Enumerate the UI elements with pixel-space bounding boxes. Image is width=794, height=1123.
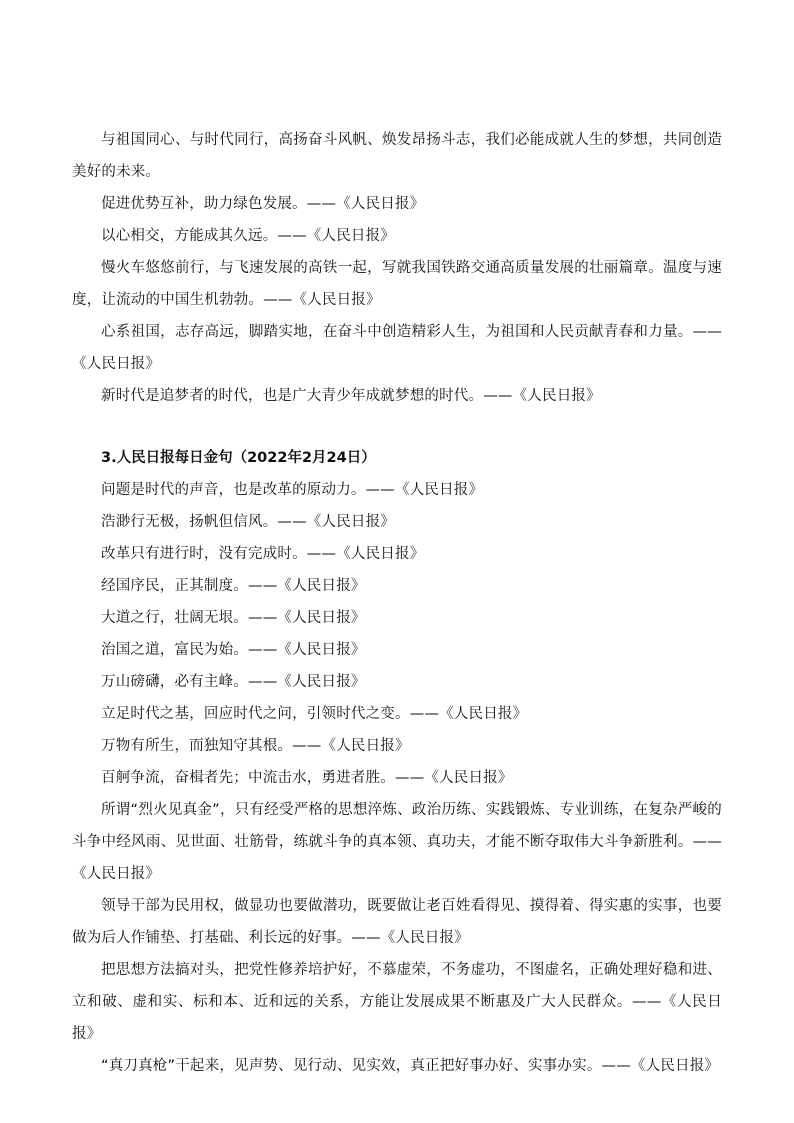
paragraph: 慢火车悠悠前行，与飞速发展的高铁一起，写就我国铁路交通高质量发展的壮丽篇章。温度与速度，让流动的中国生机勃勃。——《人民日报》 xyxy=(72,260,722,308)
paragraph: 与祖国同心、与时代同行，高扬奋斗风帆、焕发昂扬斗志，我们必能成就人生的梦想，共同创造美好的未来。 xyxy=(72,132,722,180)
quote-item: 把思想方法搞对头，把党性修养培护好，不慕虚荣，不务虚功，不图虚名，正确处理好稳和进、立和破、虚和实、标和本、近和远的关系，方能让发展成果不断惠及广大人民群众。——《人民日报》 xyxy=(72,962,722,1042)
quote-item: 治国之道，富民为始。——《人民日报》 xyxy=(101,642,366,658)
quote-item: 问题是时代的声音，也是改革的原动力。——《人民日报》 xyxy=(101,482,484,498)
section-spacer xyxy=(72,412,722,442)
quote-item: 大道之行，壮阔无垠。——《人民日报》 xyxy=(101,610,366,626)
paragraph: 新时代是追梦者的时代，也是广大青少年成就梦想的时代。——《人民日报》 xyxy=(101,388,601,404)
quote-item: 领导干部为民用权，做显功也要做潜功，既要做让老百姓看得见、摸得着、得实惠的实事，也要做为后人作铺垫、打基础、利长远的好事。——《人民日报》 xyxy=(72,898,722,946)
quote-item: 浩渺行无极，扬帆但信风。——《人民日报》 xyxy=(101,514,395,530)
quote-item: 万山磅礴，必有主峰。——《人民日报》 xyxy=(101,674,366,690)
paragraph: 心系祖国，志存高远，脚踏实地，在奋斗中创造精彩人生，为祖国和人民贡献青春和力量。——《人民日报》 xyxy=(72,324,722,372)
quote-item: 立足时代之基，回应时代之问，引领时代之变。——《人民日报》 xyxy=(101,706,528,722)
document-body xyxy=(72,124,722,1082)
paragraph: 以心相交，方能成其久远。——《人民日报》 xyxy=(101,228,395,244)
paragraph: 促进优势互补，助力绿色发展。——《人民日报》 xyxy=(101,196,425,212)
quote-item: 经国序民，正其制度。——《人民日报》 xyxy=(101,578,366,594)
section-heading: 3.人民日报每日金句（2022年2月24日） xyxy=(101,450,376,466)
quote-item: 百舸争流，奋楫者先；中流击水，勇进者胜。——《人民日报》 xyxy=(101,770,513,786)
quote-item: “真刀真枪”干起来，见声势、见行动、见实效，真正把好事办好、实事办实。——《人民日报》 xyxy=(101,1058,720,1074)
quote-item: 万物有所生，而独知守其根。——《人民日报》 xyxy=(101,738,410,754)
quote-item: 所谓“烈火见真金”，只有经受严格的思想淬炼、政治历练、实践锻炼、专业训练，在复杂严峻的斗争中经风雨、见世面、壮筋骨，练就斗争的真本领、真功夫，才能不断夺取伟大斗争新胜利。——《人民日报》 xyxy=(72,802,722,882)
quote-item: 改革只有进行时，没有完成时。——《人民日报》 xyxy=(101,546,425,562)
